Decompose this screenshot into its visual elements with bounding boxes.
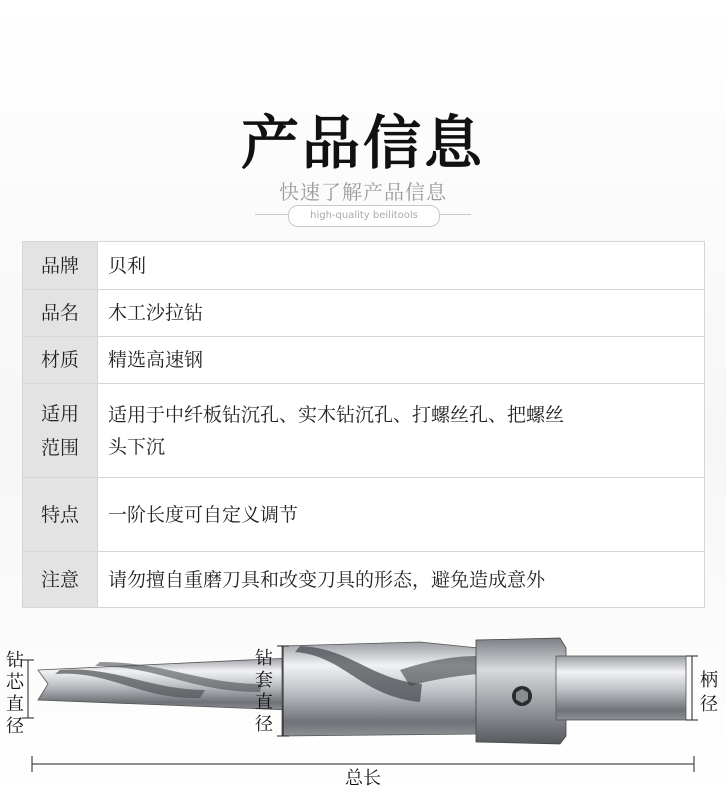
spec-key: 特点	[23, 478, 98, 552]
spec-row-feature	[23, 478, 705, 552]
shank-diameter-char: 柄	[700, 670, 718, 691]
spec-row-material	[23, 337, 705, 384]
spec-row-usage	[23, 384, 705, 478]
core-diameter-char: 钻	[6, 650, 24, 671]
page-title: 产品信息	[240, 109, 485, 177]
spec-row-caution	[23, 552, 705, 608]
spec-key: 注意	[23, 552, 98, 608]
page-subtitle: 快速了解产品信息	[279, 180, 447, 204]
spec-table	[22, 241, 705, 608]
spec-key: 品牌	[23, 242, 98, 290]
core-diameter-char: 直	[6, 694, 24, 715]
spec-row-name	[23, 290, 705, 337]
spec-value: 贝利	[98, 242, 705, 290]
sleeve-diameter-char: 直	[255, 692, 273, 713]
spec-key: 适用 范围	[23, 384, 98, 478]
core-diameter-char: 芯	[6, 672, 24, 693]
tagline-badge: high-quality beilitools	[288, 205, 440, 227]
spec-value: 精选高速钢	[98, 337, 705, 384]
shank-diameter-label	[700, 670, 718, 715]
spec-value: 请勿擅自重磨刀具和改变刀具的形态，避免造成意外	[98, 552, 705, 608]
sleeve-diameter-label	[255, 648, 273, 735]
spec-value: 木工沙拉钻	[98, 290, 705, 337]
shank-diameter-char: 径	[700, 694, 718, 715]
core-diameter-label	[6, 650, 25, 737]
total-length-label: 总长	[345, 768, 381, 789]
spec-value: 一阶长度可自定义调节	[98, 478, 705, 552]
drill-bit-diagram	[0, 626, 726, 800]
spec-key: 材质	[23, 337, 98, 384]
sleeve-diameter-char: 套	[255, 670, 273, 691]
sleeve-diameter-char: 径	[255, 714, 273, 735]
core-diameter-char: 径	[6, 716, 24, 737]
drill-bit-illustration	[38, 638, 686, 744]
spec-key: 品名	[23, 290, 98, 337]
spec-value: 适用于中纤板钻沉孔、实木钻沉孔、打螺丝孔、把螺丝 头下沉	[98, 384, 705, 478]
spec-row-brand	[23, 242, 705, 290]
sleeve-diameter-char: 钻	[255, 648, 273, 669]
